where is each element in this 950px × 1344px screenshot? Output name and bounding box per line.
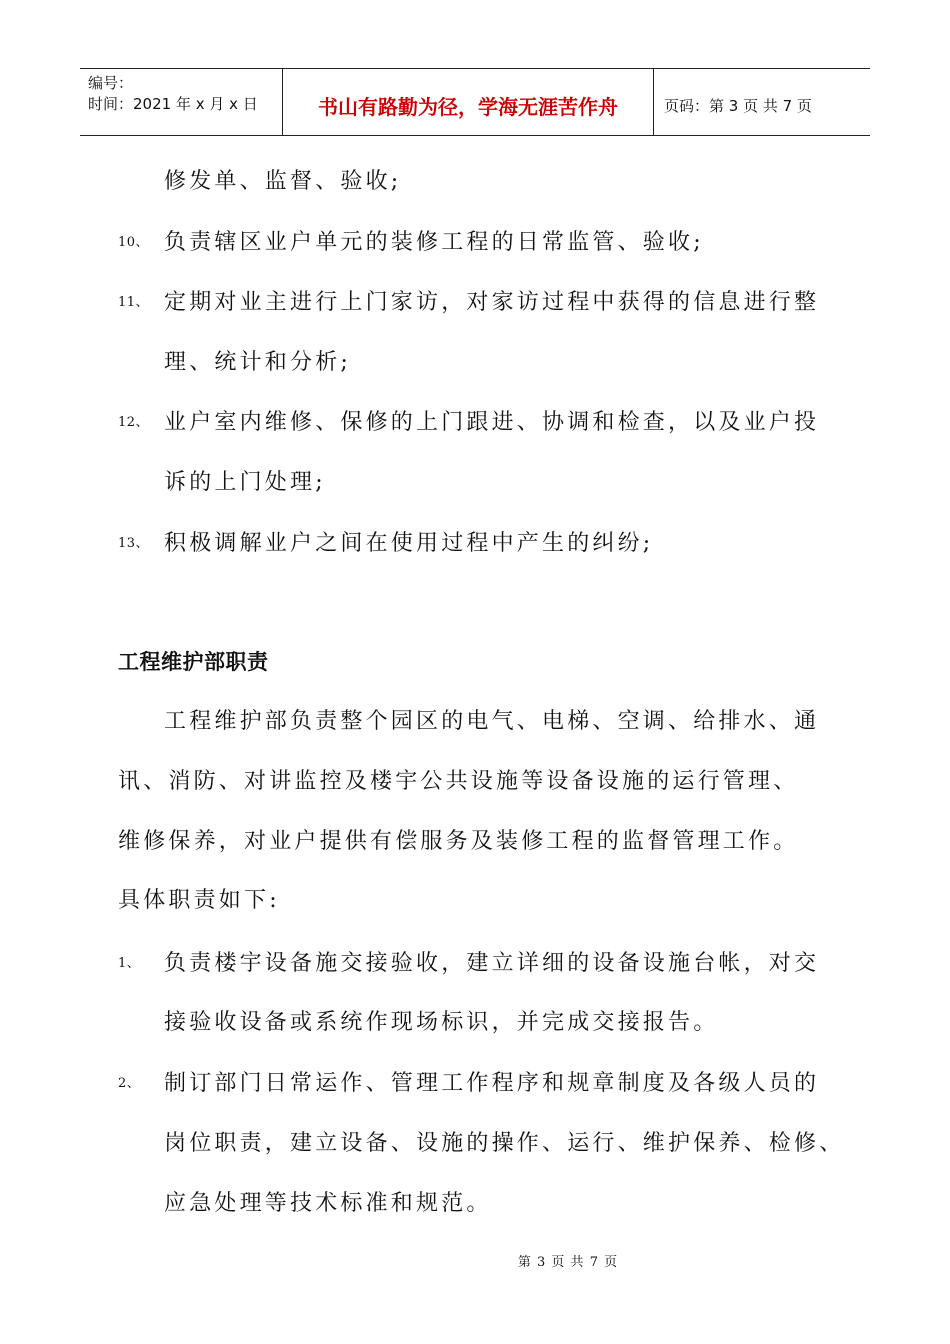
date-label: 时间：2021 年 x 月 x 日 bbox=[88, 95, 258, 113]
text-line: 理、统计和分析; bbox=[164, 350, 352, 375]
text-line: 修发单、监督、验收; bbox=[164, 169, 402, 194]
list-number: 12、 bbox=[118, 415, 150, 430]
text-line: 接验收设备或系统作现场标识，并完成交接报告。 bbox=[164, 1010, 719, 1035]
header-meta bbox=[80, 69, 283, 135]
text-line: 定期对业主进行上门家访，对家访过程中获得的信息进行整 bbox=[164, 290, 820, 315]
footer-page-number: 第 3 页 共 7 页 bbox=[517, 1255, 619, 1270]
text-line: 负责辖区业户单元的装修工程的日常监管、验收; bbox=[164, 230, 704, 255]
text-line: 诉的上门处理; bbox=[164, 470, 326, 495]
section-heading: 工程维护部职责 bbox=[118, 650, 269, 674]
paragraph-line: 维修保养，对业户提供有偿服务及装修工程的监督管理工作。 bbox=[118, 829, 799, 854]
list-number: 1、 bbox=[118, 956, 141, 971]
header-page-info bbox=[654, 69, 870, 135]
paragraph-line: 工程维护部负责整个园区的电气、电梯、空调、给排水、通 bbox=[164, 709, 820, 734]
page-footer bbox=[0, 1251, 950, 1270]
text-line: 应急处理等技术标准和规范。 bbox=[164, 1191, 492, 1216]
serial-number-label: 编号： bbox=[88, 74, 134, 92]
list-number: 2、 bbox=[118, 1076, 141, 1091]
header-motto bbox=[283, 69, 654, 135]
page-header bbox=[80, 68, 870, 136]
list-number: 13、 bbox=[118, 536, 150, 551]
paragraph-line: 具体职责如下: bbox=[118, 888, 280, 913]
text-line: 制订部门日常运作、管理工作程序和规章制度及各级人员的 bbox=[164, 1071, 820, 1096]
text-line: 岗位职责，建立设备、设施的操作、运行、维护保养、检修、 bbox=[164, 1131, 845, 1156]
motto-text: 书山有路勤为径，学海无涯苦作舟 bbox=[318, 94, 618, 119]
text-line: 积极调解业户之间在使用过程中产生的纠纷; bbox=[164, 531, 654, 556]
paragraph-line: 讯、消防、对讲监控及楼宇公共设施等设备设施的运行管理、 bbox=[118, 769, 799, 794]
page-info-text: 页码：第 3 页 共 7 页 bbox=[664, 96, 812, 115]
text-line: 负责楼宇设备施交接验收，建立详细的设备设施台帐，对交 bbox=[164, 951, 820, 976]
list-number: 10、 bbox=[118, 235, 150, 250]
list-number: 11、 bbox=[118, 295, 150, 310]
text-line: 业户室内维修、保修的上门跟进、协调和检查，以及业户投 bbox=[164, 410, 820, 435]
